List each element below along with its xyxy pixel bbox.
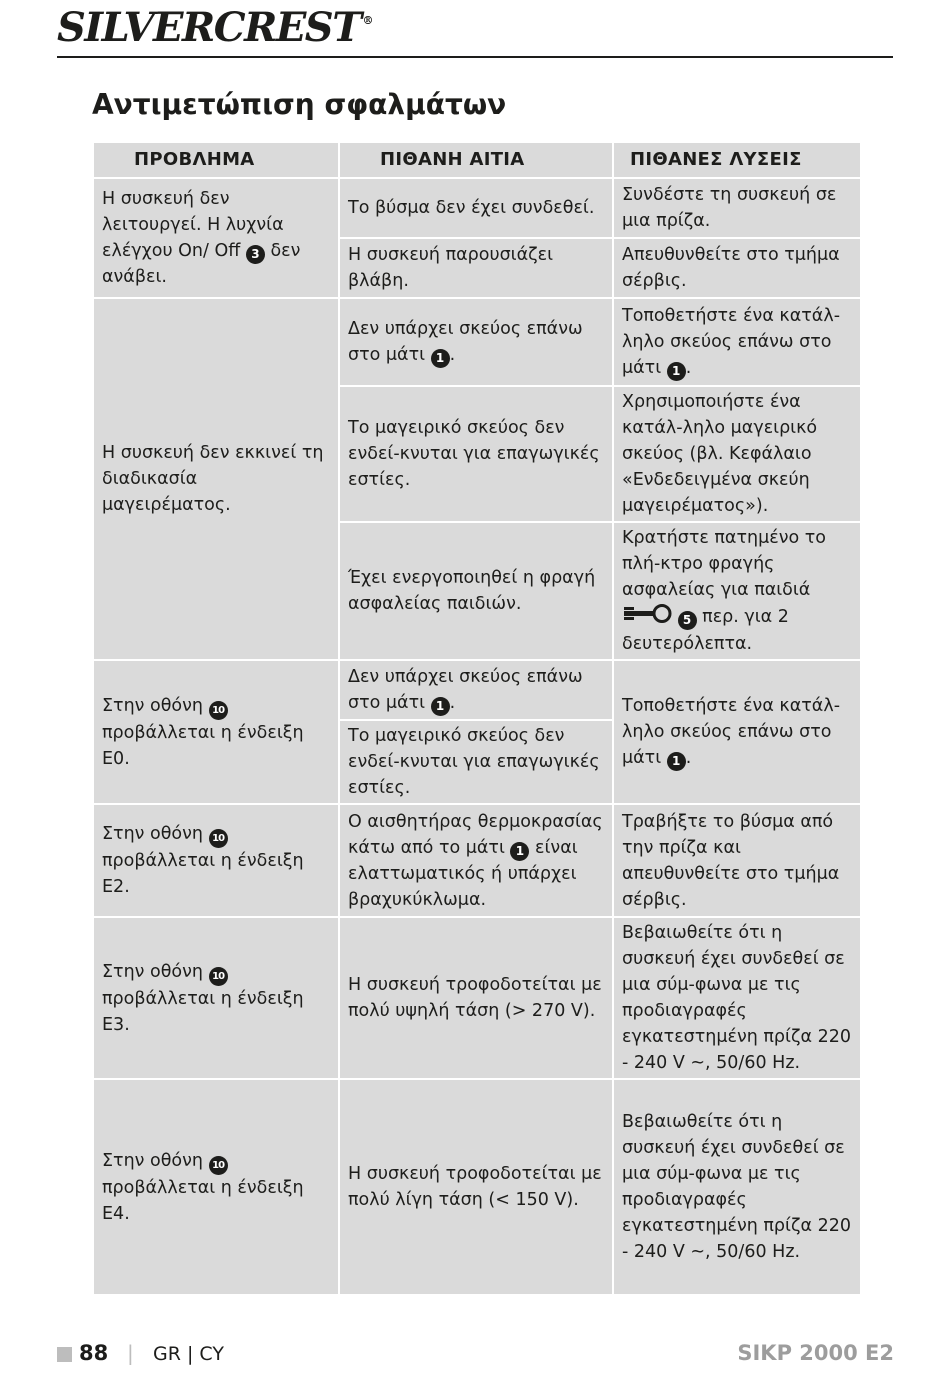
cause-cell: Η συσκευή τροφοδοτείται με πολύ υψηλή τάση (> 270 V). [339,917,613,1079]
problem-cell: Στην οθόνη 10 προβάλλεται η ένδειξη E3. [93,917,339,1079]
solution-cell: Τοποθετήστε ένα κατάλ-ληλο σκεύος επάνω στο μάτι 1 . [613,660,861,804]
key-lock-icon [622,603,672,631]
ref-5-icon: 5 [678,611,697,630]
brand-logo [57,4,372,51]
brand-name: SILVERCREST [57,4,361,51]
table-header-row [93,142,861,178]
header-cause: ΠΙΘΑΝΗ ΑΙΤΙΑ [339,142,613,178]
solution-cell: Χρησιμοποιήστε ένα κατάλ-ληλο μαγειρικό σκεύος (βλ. Κεφάλαιο «Ενδεδειγμένα σκεύη μαγειρέματος»). [613,386,861,522]
language-code: GR | CY [153,1343,224,1365]
problem-cell: Στην οθόνη 10 προβάλλεται η ένδειξη E4. [93,1079,339,1295]
solution-cell: Συνδέστε τη συσκευή σε μια πρίζα. [613,178,861,238]
problem-cell: Η συσκευή δεν εκκινεί τη διαδικασία μαγειρέματος. [93,298,339,660]
ref-10-icon: 10 [209,967,228,986]
ref-10-icon: 10 [209,1156,228,1175]
cause-cell: Η συσκευή παρουσιάζει βλάβη. [339,238,613,298]
table-row [93,298,861,386]
solution-cell: Βεβαιωθείτε ότι η συσκευή έχει συνδεθεί σε μια σύμ-φωνα με τις προδιαγραφές εγκατεστημένη πρίζα 220 - 240 V ~, 50/60 Hz. [613,1079,861,1295]
registered-mark: ® [362,14,372,27]
cause-cell: Το μαγειρικό σκεύος δεν ενδεί-κνυται για επαγωγικές εστίες. [339,386,613,522]
ref-10-icon: 10 [209,829,228,848]
ref-1-icon: 1 [510,842,529,861]
solution-cell: Βεβαιωθείτε ότι η συσκευή έχει συνδεθεί σε μια σύμ-φωνα με τις προδιαγραφές εγκατεστημένη πρίζα 220 - 240 V ~, 50/60 Hz. [613,917,861,1079]
table-row [93,178,861,238]
ref-1-icon: 1 [667,752,686,771]
solution-cell: Τοποθετήστε ένα κατάλ-ληλο σκεύος επάνω στο μάτι 1 . [613,298,861,386]
cause-cell: Έχει ενεργοποιηθεί η φραγή ασφαλείας παιδιών. [339,522,613,660]
cause-cell: Το βύσμα δεν έχει συνδεθεί. [339,178,613,238]
table-row [93,660,861,720]
cause-cell: Το μαγειρικό σκεύος δεν ενδεί-κνυται για επαγωγικές εστίες. [339,720,613,804]
model-number: SIKP 2000 E2 [737,1341,894,1365]
cause-cell: Δεν υπάρχει σκεύος επάνω στο μάτι 1 . [339,298,613,386]
problem-cell: Στην οθόνη 10 προβάλλεται η ένδειξη E0. [93,660,339,804]
footer-marker [57,1347,72,1362]
ref-1-icon: 1 [667,362,686,381]
problem-cell: Η συσκευή δεν λειτουργεί. Η λυχνία ελέγχου On/ Off 3 δεν ανάβει. [93,178,339,298]
ref-10-icon: 10 [209,701,228,720]
table-row [93,917,861,1079]
solution-cell: Απευθυνθείτε στο τμήμα σέρβις. [613,238,861,298]
ref-1-icon: 1 [431,697,450,716]
ref-3-icon: 3 [246,245,265,264]
table-row [93,804,861,917]
table-row [93,1079,861,1295]
page-number: 88 [79,1341,109,1365]
ref-1-icon: 1 [431,349,450,368]
troubleshooting-table [92,141,862,1296]
cause-cell: Ο αισθητήρας θερμοκρασίας κάτω από το μάτι 1 είναι ελαττωματικός ή υπάρχει βραχυκύκλωμα. [339,804,613,917]
header-solution: ΠΙΘΑΝΕΣ ΛΥΣΕΙΣ [613,142,861,178]
footer-separator: | [127,1341,134,1365]
solution-cell: Τραβήξτε το βύσμα από την πρίζα και απευθυνθείτε στο τμήμα σέρβις. [613,804,861,917]
problem-cell: Στην οθόνη 10 προβάλλεται η ένδειξη E2. [93,804,339,917]
cause-cell: Δεν υπάρχει σκεύος επάνω στο μάτι 1 . [339,660,613,720]
header-problem: ΠΡΟΒΛΗΜΑ [93,142,339,178]
solution-cell: Κρατήστε πατημένο το πλή-κτρο φραγής ασφαλείας για παιδιά 5 περ. για 2 δευτερόλεπτα. [613,522,861,660]
cause-cell: Η συσκευή τροφοδοτείται με πολύ λίγη τάση (< 150 V). [339,1079,613,1295]
header-rule [57,56,893,58]
page-title: Αντιμετώπιση σφαλμάτων [92,88,507,121]
